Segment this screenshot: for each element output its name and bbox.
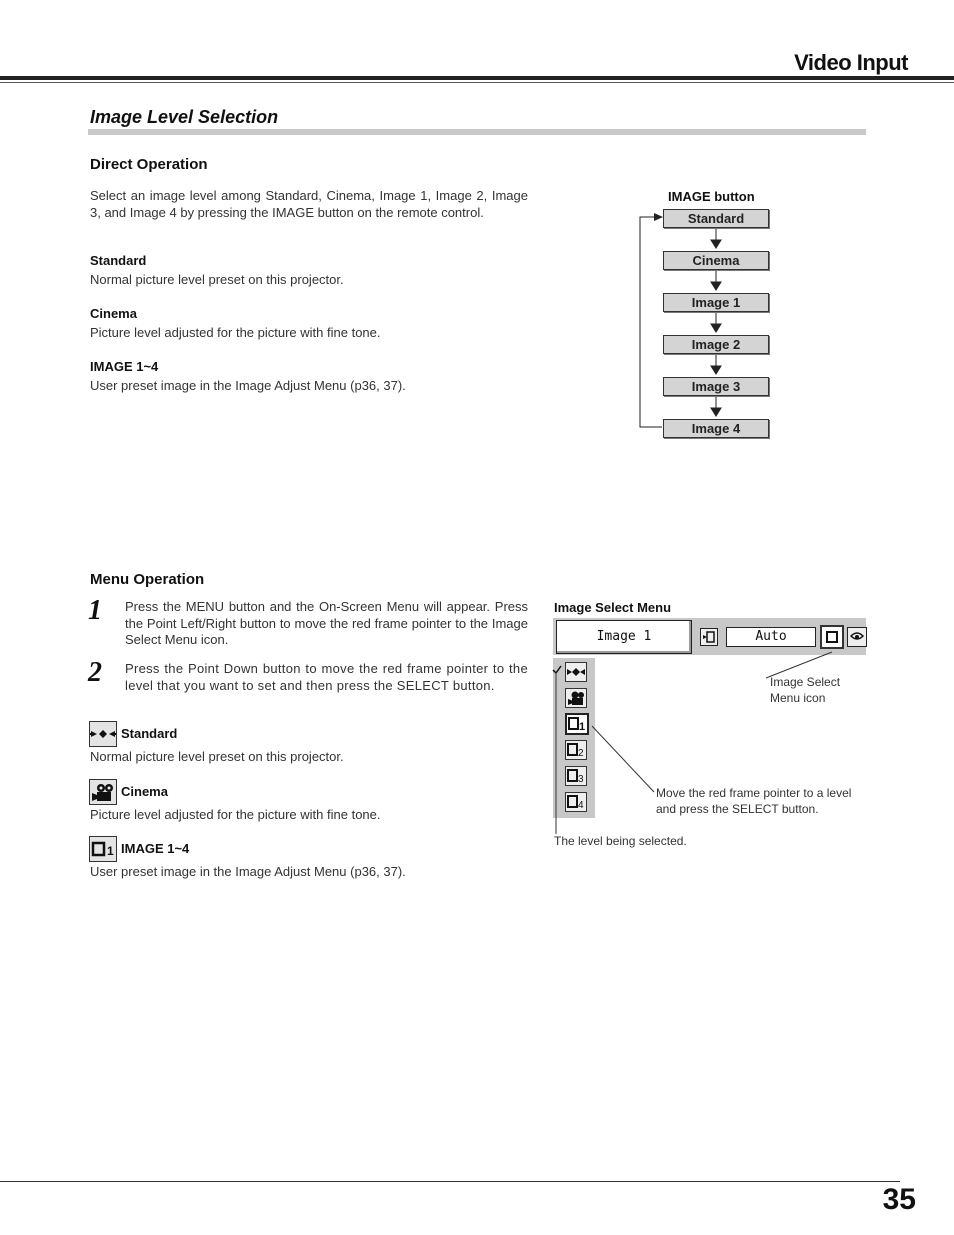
osd-current-level[interactable]: Image 1 xyxy=(556,620,692,654)
osd-auto-field[interactable]: Auto xyxy=(726,627,816,647)
image-button-title: IMAGE button xyxy=(668,189,755,204)
flow-step-standard: Standard xyxy=(663,209,769,228)
step-number: 1 xyxy=(88,595,102,626)
flow-step-image4: Image 4 xyxy=(663,419,769,438)
osd-image2-digit: 2 xyxy=(578,748,584,758)
chapter-title: Video Input xyxy=(794,50,908,75)
menu-item-desc: Normal picture level preset on this projector. xyxy=(90,749,344,764)
direct-item-desc: Normal picture level preset on this projector. xyxy=(90,272,344,287)
menu-operation-heading: Menu Operation xyxy=(90,571,205,588)
section-title: Image Level Selection xyxy=(90,107,279,127)
direct-operation-heading: Direct Operation xyxy=(90,156,208,173)
section-rule xyxy=(88,129,866,135)
direct-item-label: IMAGE 1~4 xyxy=(90,359,159,374)
flow-step-cinema: Cinema xyxy=(663,251,769,270)
osd-image4-digit: 4 xyxy=(578,800,584,810)
osd-image3-digit: 3 xyxy=(578,774,584,784)
callout-move-pointer: Move the red frame pointer to a level and press the SELECT button. xyxy=(656,786,852,816)
menu-item-label: Standard xyxy=(121,726,178,741)
flow-step-image1: Image 1 xyxy=(663,293,769,312)
step-text: Press the Point Down button to move the red frame pointer to the level that you want to set and then press the SELECT button. xyxy=(125,661,528,693)
page-number: 35 xyxy=(882,1183,916,1216)
menu-item-label: IMAGE 1~4 xyxy=(121,841,190,856)
header-rule xyxy=(0,76,954,80)
step-text: Press the MENU button and the On-Screen Menu will appear. Press the Point Left/Right button to move the red frame pointer to the Image Select Menu icon. xyxy=(125,599,528,647)
menu-item-desc: Picture level adjusted for the picture with fine tone. xyxy=(90,807,381,822)
flow-arrows xyxy=(600,200,800,440)
osd-image1-digit: 1 xyxy=(579,721,586,732)
header-rule-thin xyxy=(0,82,954,83)
image1-icon-digit: 1 xyxy=(107,844,114,858)
callout-image-select-icon: Image Select Menu icon xyxy=(770,675,841,705)
osd-title: Image Select Menu xyxy=(554,600,672,615)
footer-rule xyxy=(0,1181,900,1182)
direct-item-label: Cinema xyxy=(90,306,137,321)
direct-item-label: Standard xyxy=(90,253,147,268)
menu-item-desc: User preset image in the Image Adjust Menu (p36, 37). xyxy=(90,864,406,879)
flow-step-image3: Image 3 xyxy=(663,377,769,396)
menu-item-label: Cinema xyxy=(121,784,168,799)
image1-icon xyxy=(89,836,117,862)
direct-item-desc: Picture level adjusted for the picture with fine tone. xyxy=(90,325,381,340)
direct-item-desc: User preset image in the Image Adjust Menu (p36, 37). xyxy=(90,378,406,393)
step-number: 2 xyxy=(88,657,102,688)
callout-level-selected: The level being selected. xyxy=(554,834,687,848)
direct-operation-intro: Select an image level among Standard, Cinema, Image 1, Image 2, Image 3, and Image 4 by pressing the IMAGE button on the remote control. xyxy=(90,188,528,220)
flow-step-image2: Image 2 xyxy=(663,335,769,354)
cinema-icon xyxy=(89,779,117,805)
standard-icon xyxy=(89,721,117,747)
